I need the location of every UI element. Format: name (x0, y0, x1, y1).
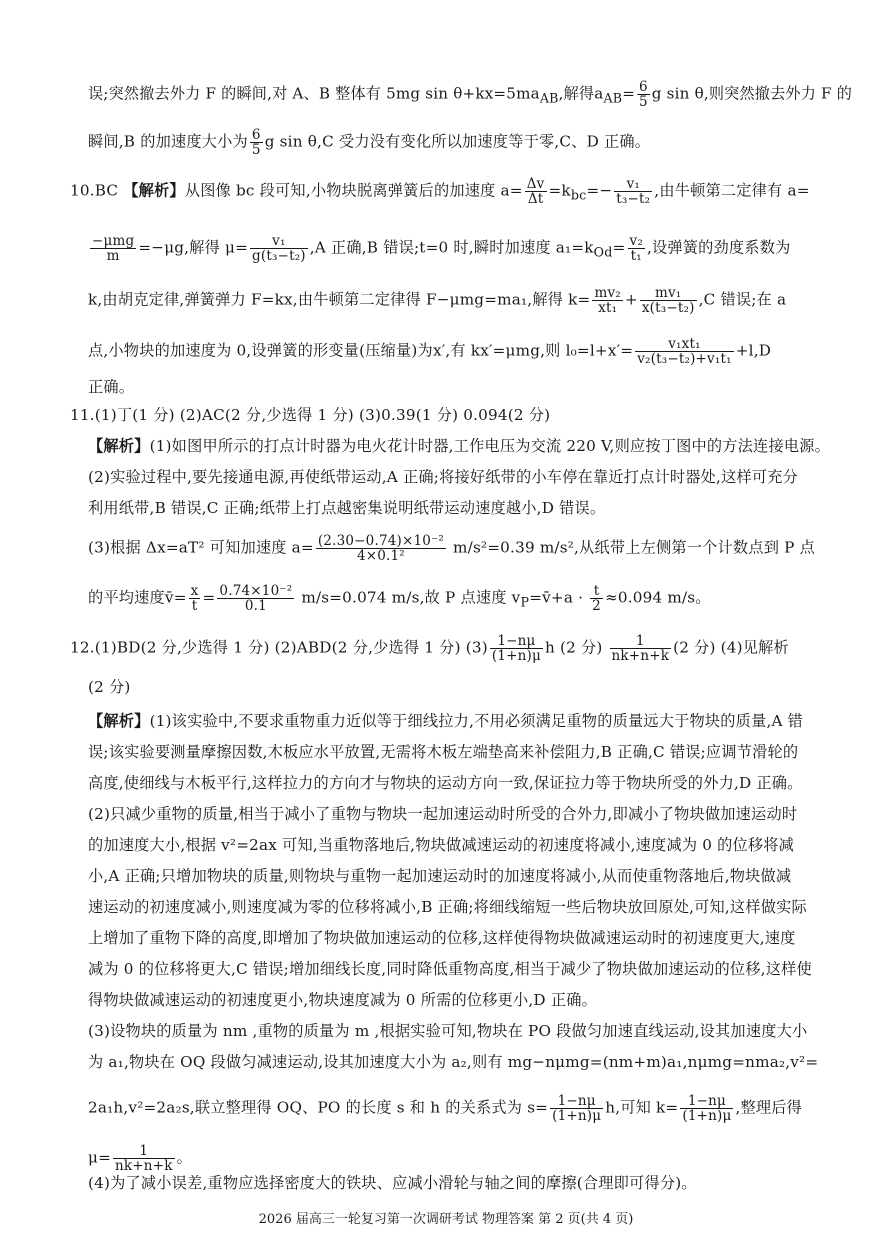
numerator: Δv (526, 176, 545, 192)
numerator: 1−nμ (550, 1094, 603, 1109)
text-line: 小,A 正确;只增加物块的质量,则物块与重物一起加速运动时的加速度将减小,从而使重物落地后,物块做减 (88, 867, 792, 885)
analysis-label: 【解析】 (88, 437, 150, 455)
numerator: 1 (610, 634, 672, 649)
text-line (88, 1094, 822, 1123)
numerator: 1−nμ (680, 1094, 733, 1109)
fraction (217, 584, 294, 613)
numerator: v₁xt₁ (635, 337, 734, 352)
denominator: x(t₃−t₂) (641, 300, 695, 317)
text-run: =−μg,解得 μ= (138, 238, 249, 257)
text-run: +l,D (735, 341, 772, 360)
text-run: ,由牛顿第二定律有 a= (654, 181, 810, 200)
denominator: 0.1 (244, 598, 267, 615)
text-run: 2a₁h,v²=2a₂s,联立整理得 OQ、PO 的长度 s 和 h 的关系式为 s= (88, 1098, 549, 1117)
text-line (88, 234, 822, 264)
fraction (250, 234, 308, 263)
fraction (610, 634, 672, 663)
subscript: P (520, 594, 530, 610)
denominator: Δt (527, 191, 544, 208)
text-line: 利用纸带,B 错误,C 正确;纸带上打点越密集说明纸带运动速度越小,D 错误。 (88, 499, 606, 517)
text-line (88, 710, 822, 732)
fraction (250, 128, 263, 157)
text-line: 速运动的初速度减小,则速度减为零的位移将减小,B 正确;将细线缩短一些后物块放回原处,可知,这样做实际 (88, 898, 807, 916)
text-run: 12.(1)BD(2 分,少选得 1 分) (2)ABD(2 分,少选得 1 分) (3) (70, 638, 488, 657)
subscript: bc (570, 187, 587, 203)
analysis-label: 【解析】 (123, 181, 185, 200)
text-run: ,A 正确,B 错误;t=0 时,瞬时加速度 a₁=k (309, 238, 594, 257)
numerator: v₁ (250, 234, 308, 249)
text-run: k,由胡克定律,弹簧弹力 F=kx,由牛顿第二定律得 F−μmg=ma₁,解得 k= (88, 290, 591, 309)
text-line (88, 337, 822, 366)
text-line (88, 534, 822, 563)
fraction (592, 286, 622, 315)
denominator: nk+n+k (611, 648, 670, 665)
text-line: 误;该实验要测量摩擦因数,木板应水平放置,无需将木板左端垫高来补偿阻力,B 正确,C 错误;应调节滑轮的 (88, 743, 799, 761)
fraction (189, 584, 201, 613)
text-line: (3)设物块的质量为 nm ,重物的质量为 m ,根据实验可知,物块在 PO 段做匀加速直线运动,设其加速度大小 (88, 1022, 808, 1040)
denominator: 2 (592, 598, 601, 615)
numerator: 6 (251, 127, 261, 143)
text-run: = (202, 588, 216, 607)
text-run: 误;突然撤去外力 F 的瞬间,对 A、B 整体有 5mg sin θ+kx=5ma (88, 84, 540, 103)
text-line: 正确。 (88, 378, 135, 396)
denominator: 4×0.1² (356, 548, 405, 565)
fraction (635, 337, 734, 366)
text-run: g sin θ,C 受力没有变化所以加速度等于零,C、D 正确。 (264, 132, 651, 151)
denominator: 5 (251, 142, 261, 159)
numerator: mv₁ (640, 286, 697, 301)
text-line: (2 分) (88, 678, 131, 696)
page-footer: 2026 届高三一轮复习第一次调研考试 物理答案 第 2 页(共 4 页) (258, 1212, 634, 1227)
fraction (640, 286, 697, 315)
text-line (88, 435, 830, 457)
numerator: t (590, 584, 603, 599)
denominator: 5 (639, 94, 648, 111)
denominator: t₃−t₂ (616, 191, 651, 208)
text-line: 的加速度大小,根据 v²=2ax 可知,当重物落地后,物块做减速运动的初速度将减小,速度减为 0 的位移将减 (88, 836, 795, 854)
fraction (680, 1094, 733, 1123)
text-run: (2 分) (4)见解析 (673, 638, 789, 657)
text-run: (3)根据 Δx=aT² 可知加速度 a= (88, 538, 314, 557)
denominator: (1+n)μ (491, 648, 541, 665)
text-run: (1)该实验中,不要求重物重力近似等于细线拉力,不用必须满足重物的质量远大于物块的质量,A 错 (149, 712, 804, 730)
numerator: −μmg (92, 233, 135, 249)
text-run: =k (548, 181, 571, 200)
numerator: v₂ (629, 233, 643, 249)
text-run: h,可知 k= (605, 1098, 679, 1117)
text-run: =v̄+a · (529, 588, 589, 607)
fraction (614, 177, 652, 206)
denominator: m (106, 248, 120, 265)
text-line: (2)实验过程中,要先接通电源,再使纸带运动,A 正确;将接好纸带的小车停在靠近打点计时器处,这样可充分 (88, 468, 799, 486)
text-line (88, 286, 822, 315)
text-line (70, 177, 822, 207)
text-run: m/s=0.074 m/s,故 P 点速度 v (296, 588, 521, 607)
fraction (590, 584, 603, 613)
text-run: ,整理后得 (735, 1098, 803, 1117)
fraction (90, 234, 136, 263)
text-run: 点,小物块的加速度为 0,设弹簧的形变量(压缩量)为x′,有 kx′=μmg,则 l₀=l+x′= (88, 341, 634, 360)
numerator: 0.74×10⁻² (219, 583, 293, 599)
text-run: ,解得a (558, 84, 604, 103)
denominator: t₁ (630, 248, 642, 265)
fraction (628, 234, 645, 263)
subscript: AB (539, 90, 559, 106)
text-run: 瞬间,B 的加速度大小为 (88, 132, 248, 151)
text-run: m/s²=0.39 m/s²,从纸带上左侧第一个计数点到 P 点 (448, 538, 815, 557)
analysis-label: 【解析】 (88, 712, 150, 730)
denominator: v₂(t₃−t₂)+v₁t₁ (637, 351, 732, 368)
text-line: 高度,使细线与木板平行,这样拉力的方向才与物块的运动方向一致,保证拉力等于物块所受的外力,D 正确。 (88, 774, 803, 792)
text-line: 得物块做减速运动的初速度更小,物块速度减为 0 所需的位移更小,D 正确。 (88, 991, 598, 1009)
text-line (88, 128, 822, 157)
fraction (490, 634, 543, 663)
denominator: (1+n)μ (682, 1108, 732, 1125)
text-line: (4)为了减小误差,重物应选择密度大的铁块、应减小滑轮与轴之间的摩擦(合理即可得分)。 (88, 1174, 697, 1192)
text-line: (2)只减少重物的质量,相当于减小了重物与物块一起加速运动时所受的合外力,即减小了物块做加速运动时 (88, 805, 798, 823)
numerator: x (190, 583, 199, 599)
text-line: 上增加了重物下降的高度,即增加了物块做加速运动的位移,这样使得物块做减速运动时的初速度更大,速度 (88, 929, 796, 947)
text-run: μ= (88, 1148, 111, 1167)
fraction (550, 1094, 603, 1123)
numerator: mv₂ (594, 285, 621, 301)
text-run: ≈0.094 m/s。 (604, 588, 711, 607)
subscript: Od (593, 244, 613, 260)
subscript: AB (603, 90, 623, 106)
text-run: = (612, 238, 626, 257)
text-run: 的平均速度v̄= (88, 588, 187, 607)
fraction (525, 177, 547, 206)
numerator: 6 (639, 79, 648, 95)
question-number: 10.BC (70, 181, 124, 200)
numerator: 1 (113, 1144, 175, 1159)
text-run: g sin θ,则突然撤去外力 F 的 (651, 84, 853, 103)
text-line (88, 1144, 822, 1173)
numerator: 1−nμ (490, 634, 543, 649)
text-run: ,C 错误;在 a (698, 290, 787, 309)
text-line (88, 584, 822, 614)
denominator: g(t₃−t₂) (252, 248, 306, 265)
denominator: nk+n+k (115, 1158, 173, 1175)
text-run: =− (586, 181, 613, 200)
text-line: 误;突然撤去外力 F 的瞬间,对 A、B 整体有 5mg $\sin \theta+kx=5ma_{AB}$,解得$a_{AB}=$ $\frac{6}{5}$ g sin θ,则突然撤去外力 F 的 (88, 79, 853, 111)
text-run: h (2 分) (544, 638, 608, 657)
text-run: 从图像 bc 段可知,小物块脱离弹簧后的加速度 a= (184, 181, 523, 200)
denominator: xt₁ (598, 300, 618, 317)
answer-line (70, 634, 822, 663)
text-line: 为 a₁,物块在 OQ 段做匀减速运动,设其加速度大小为 a₂,则有 mg−nμmg=(nm+m)a₁,nμmg=nma₂,v²= (88, 1053, 819, 1071)
fraction (113, 1144, 175, 1173)
numerator: (2.30−0.74)×10⁻² (317, 533, 445, 549)
text-run: + (624, 290, 638, 309)
text-run: ,设弹簧的劲度系数为 (646, 238, 791, 257)
denominator: t (191, 598, 198, 615)
text-line: 减为 0 的位移将更大,C 错误;增加细线长度,同时降低重物高度,相当于减少了物块做加速运动的位移,这样使 (88, 960, 812, 978)
fraction (637, 80, 650, 109)
numerator: v₁ (614, 177, 652, 192)
fraction (316, 534, 446, 563)
answer-line: 11.(1)丁(1 分) (2)AC(2 分,少选得 1 分) (3)0.39(1 分) 0.094(2 分) (70, 406, 551, 424)
text-run: (1)如图甲所示的打点计时器为电火花计时器,工作电压为交流 220 V,则应按丁图中的方法连接电源。 (149, 437, 830, 455)
text-run: 。 (176, 1148, 192, 1167)
denominator: (1+n)μ (552, 1108, 602, 1125)
